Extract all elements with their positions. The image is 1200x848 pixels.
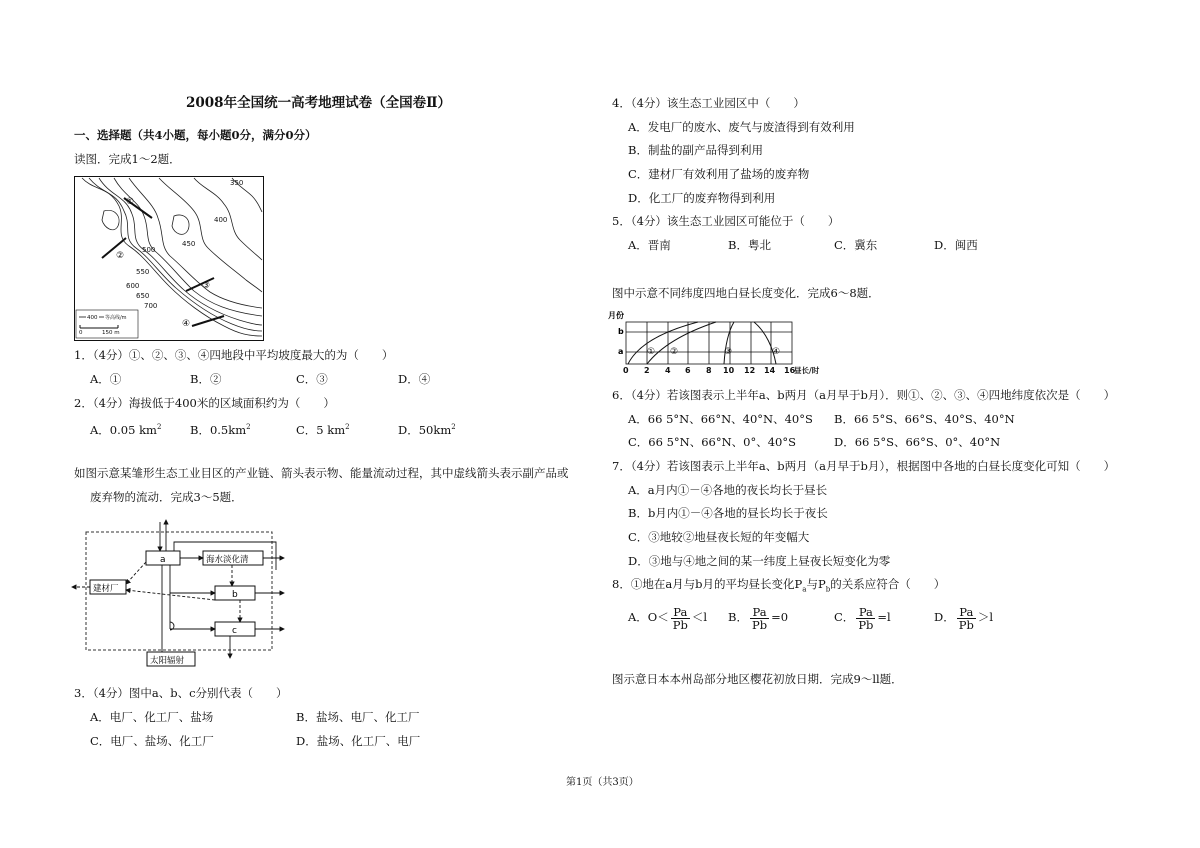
section-heading: 一、选择题（共4小题，每小题0分，满分0分） xyxy=(74,128,317,142)
q4-option-a[interactable]: A．发电厂的废水、废气与废渣得到有效利用 xyxy=(628,120,855,134)
contour-label: 700 xyxy=(144,302,158,310)
q8-option-c[interactable]: C． $\frac{Pa}{Pb}$ =l xyxy=(834,604,891,632)
q6-stem: 6．（4分）若该图表示上半年a、b两月（a月早于b月）．则①、②、③、④四地纬度依次是（ ） xyxy=(612,388,1116,402)
q7-option-c[interactable]: C．③地较②地昼夜长短的年变幅大 xyxy=(628,530,810,544)
industry-flow-diagram xyxy=(70,518,300,668)
q3-option-a[interactable]: A．电厂、化工厂、盐场 xyxy=(90,710,214,724)
x-tick: 0 xyxy=(623,366,629,375)
q5-option-c[interactable]: C．冀东 xyxy=(834,238,878,252)
x-tick: 2 xyxy=(644,366,650,375)
scale-zero: 0 xyxy=(79,330,83,336)
q3-option-b[interactable]: B．盐场、电厂、化工厂 xyxy=(296,710,420,724)
chart-ytick-b: b xyxy=(618,327,624,336)
page-footer: 第1页（共3页） xyxy=(566,777,639,788)
node-b-label: b xyxy=(232,590,238,600)
x-tick: 10 xyxy=(723,366,735,375)
contour-label: 450 xyxy=(182,240,196,248)
x-tick: 14 xyxy=(764,366,776,375)
q2-option-a[interactable]: A．0.05 $km^2$ xyxy=(90,422,162,437)
legend-text: 等高线/m xyxy=(105,315,127,321)
intro-q6-8: 图中示意不同纬度四地白昼长度变化．完成6～8题． xyxy=(612,286,880,300)
q8-option-a[interactable]: A．O＜ $\frac{Pa}{Pb}$ ＜l xyxy=(628,604,708,632)
legend-line-label: 400 xyxy=(87,315,98,321)
x-tick: 16 xyxy=(784,366,796,375)
q3-stem: 3．（4分）图中a、b、c分别代表（ ） xyxy=(74,686,288,700)
q1-option-b[interactable]: B．② xyxy=(190,372,222,386)
x-tick: 4 xyxy=(665,366,671,375)
q7-option-a[interactable]: A．a月内①－④各地的夜长均长于昼长 xyxy=(628,483,828,497)
q8-stem: 8．①地在a月与b月的平均昼长变化$P_a$与$P_b$的关系应符合（ ） xyxy=(612,577,946,594)
contour-label: 500 xyxy=(142,246,156,254)
site-marker: ② xyxy=(116,251,125,261)
intro-q3-5-line1: 如图示意某雏形生态工业目区的产业链、箭头表示物、能量流动过程，其中虚线箭头表示副产品或 xyxy=(74,466,569,480)
q8-option-d[interactable]: D． $\frac{Pa}{Pb}$ ＞l xyxy=(934,604,994,632)
node-building-label: 建材厂 xyxy=(93,584,119,594)
x-tick: 8 xyxy=(706,366,712,375)
curve-label: ② xyxy=(670,347,679,357)
q2-option-b[interactable]: B．$0.5km^2$ xyxy=(190,422,251,437)
q6-option-c[interactable]: C．66 5°N、66°N、0°、40°S xyxy=(628,435,796,449)
q7-stem: 7．（4分）若该图表示上半年a、b两月（a月早于b月），根据图中各地的白昼长度变化可知（ ） xyxy=(612,459,1116,473)
q1-option-a[interactable]: A．① xyxy=(90,372,122,386)
x-tick: 6 xyxy=(685,366,691,375)
q2-option-d[interactable]: D．$50km^2$ xyxy=(398,422,456,437)
q6-option-d[interactable]: D．66 5°S、66°S、0°、40°N xyxy=(834,435,1001,449)
curve-label: ④ xyxy=(772,347,781,357)
q3-option-d[interactable]: D．盐场、化工厂、电厂 xyxy=(296,734,421,748)
chart-xlabel: 昼长/时 xyxy=(794,366,820,375)
intro-q3-5-line2: 废弃物的流动．完成3～5题． xyxy=(90,490,243,504)
node-solar-label: 太阳辐射 xyxy=(150,656,185,666)
q5-stem: 5．（4分）该生态工业园区可能位于（ ） xyxy=(612,214,840,228)
q3-option-c[interactable]: C．电厂、盐场、化工厂 xyxy=(90,734,214,748)
intro-q1-2: 读图．完成1～2题． xyxy=(74,152,181,166)
q4-option-b[interactable]: B．制盐的副产品得到利用 xyxy=(628,143,763,157)
scale-label: 150 m xyxy=(102,330,120,336)
curve-label: ① xyxy=(647,347,656,357)
q1-option-c[interactable]: C．③ xyxy=(296,372,328,386)
q8-option-b[interactable]: B． $\frac{Pa}{Pb}$ =0 xyxy=(728,604,789,632)
node-desal-label: 海水淡化清 xyxy=(206,555,249,565)
chart-ylabel: 月份 xyxy=(608,311,624,320)
q2-stem: 2．（4分）海拔低于400米的区域面积约为（ ） xyxy=(74,396,335,410)
node-a-label: a xyxy=(160,555,166,565)
q5-option-d[interactable]: D．闽西 xyxy=(934,238,978,252)
q7-option-d[interactable]: D．③地与④地之间的某一纬度上昼夜长短变化为零 xyxy=(628,554,891,568)
q5-option-b[interactable]: B．粤北 xyxy=(728,238,771,252)
q6-option-b[interactable]: B．66 5°S、66°S、40°S、40°N xyxy=(834,412,1015,426)
page-title: 2008年全国统一高考地理试卷（全国卷Ⅱ） xyxy=(186,95,451,111)
contour-label: 600 xyxy=(126,282,140,290)
q5-option-a[interactable]: A．晋南 xyxy=(628,238,671,252)
node-c-label: c xyxy=(232,626,237,636)
q6-option-a[interactable]: A．66 5°N、66°N、40°N、40°S xyxy=(628,412,813,426)
site-marker: ① xyxy=(126,197,135,207)
curve-label: ③ xyxy=(724,347,733,357)
site-marker: ③ xyxy=(202,281,211,291)
q4-stem: 4．（4分）该生态工业园区中（ ） xyxy=(612,96,805,110)
contour-label: 350 xyxy=(230,179,244,187)
q2-option-c[interactable]: C．5 $km^2$ xyxy=(296,422,350,437)
contour-label: 400 xyxy=(214,216,228,224)
day-length-chart xyxy=(606,308,820,375)
site-marker: ④ xyxy=(182,319,191,329)
q1-option-d[interactable]: D．④ xyxy=(398,372,431,386)
q1-stem: 1．（4分）①、②、③、④四地段中平均坡度最大的为（ ） xyxy=(74,348,394,362)
x-tick: 12 xyxy=(744,366,756,375)
intro-q9-11: 图示意日本本州岛部分地区樱花初放日期．完成9～ll题． xyxy=(612,672,903,686)
contour-map-figure xyxy=(74,176,264,341)
q4-option-c[interactable]: C．建材厂有效利用了盐场的废弃物 xyxy=(628,167,810,181)
q7-option-b[interactable]: B．b月内①－④各地的昼长均长于夜长 xyxy=(628,506,828,520)
chart-ytick-a: a xyxy=(618,347,624,356)
contour-label: 550 xyxy=(136,268,150,276)
q4-option-d[interactable]: D．化工厂的废弃物得到利用 xyxy=(628,191,776,205)
contour-label: 650 xyxy=(136,292,150,300)
